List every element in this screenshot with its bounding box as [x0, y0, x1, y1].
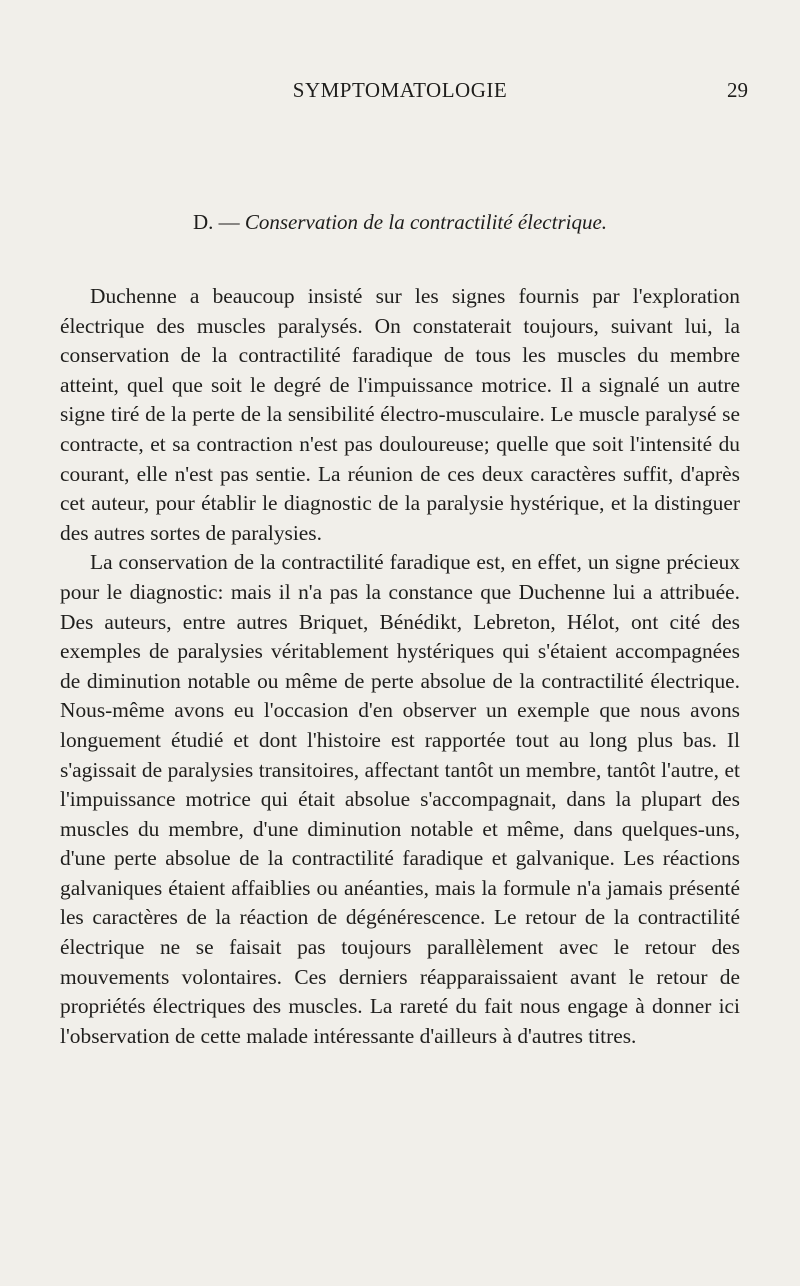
section-label: D. —	[192, 210, 245, 234]
paragraph-2: La conservation de la contractilité faradique est, en effet, un signe précieux pour le diagnostic: mais il n'a pas la constance que Duchenne lui a attribuée. Des auteurs, entre autres Briquet, Bénédikt, Lebreton, Hélot, ont cité des exemples de paralysies véritablement hystériques qui s'étaient accompagnées de diminution notable ou même de perte absolue de la contractilité électrique. Nous-même avons eu l'occasion d'en observer un exemple que nous avons longuement étudié et dont l'histoire est rapportée tout au long plus bas. Il s'agissait de paralysies transitoires, affectant tantôt un membre, tantôt l'autre, et l'impuissance motrice qui était absolue s'accompagnait, dans la plupart des muscles du membre, d'une diminution notable et même, dans quelques-uns, d'une perte absolue de la contractilité faradique et galvanique. Les réactions galvaniques étaient affaiblies ou anéanties, mais la formule n'a jamais présenté les caractères de la réaction de dégénérescence. Le retour de la contractilité électrique ne se faisait pas toujours parallèlement avec le retour des mouvements volontaires. Ces derniers réapparaissaient avant le retour de propriétés électriques des muscles. La rareté du fait nous engage à donner ici l'observation de cette malade intéressante d'ailleurs à d'autres titres.	[60, 550, 740, 1048]
running-head	[0, 78, 800, 108]
page-number: 29	[727, 78, 748, 102]
paragraph-1: Duchenne a beaucoup insisté sur les signes fournis par l'exploration électrique des muscles paralysés. On constaterait toujours, suivant lui, la conservation de la contractilité faradique de tous les muscles du membre atteint, quel que soit le degré de l'impuissance motrice. Il a signalé un autre signe tiré de la perte de la sensibilité électro-musculaire. Le muscle paralysé se contracte, et sa contraction n'est pas douloureuse; quelle que soit l'intensité du courant, elle n'est pas sentie. La réunion de ces deux caractères suffit, d'après cet auteur, pour établir le diagnostic de la paralysie hystérique, et la distinguer des autres sortes de paralysies.	[60, 284, 740, 545]
body-text	[60, 282, 740, 1051]
section-heading	[0, 210, 800, 235]
section-title: Conservation de la contractilité électrique.	[244, 210, 608, 234]
running-title: SYMPTOMATOLOGIE	[292, 78, 508, 102]
